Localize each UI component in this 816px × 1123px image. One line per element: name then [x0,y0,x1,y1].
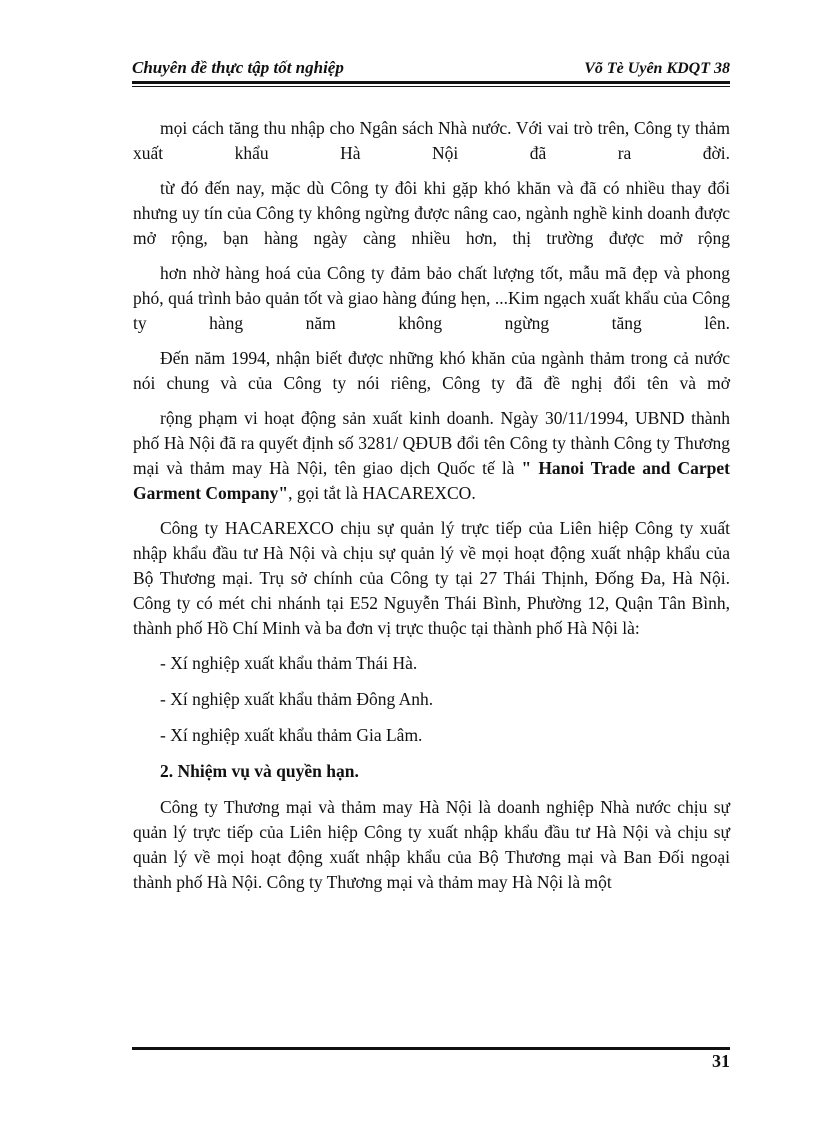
paragraph-4: Đến năm 1994, nhận biết được những khó khăn của ngành thảm trong cả nước nói chung và của Công ty nói riêng, Công ty đã đề nghị đổi tên và mở [133,348,730,393]
paragraph-1: mọi cách tăng thu nhập cho Ngân sách Nhà nước. Với vai trò trên, Công ty thảm xuất khẩu Hà Nội đã ra đời. [133,118,730,163]
paragraph-5 [133,406,730,506]
paragraph-5-text: rộng phạm vi hoạt động sản xuất kinh doanh. Ngày 30/11/1994, UBND thành phố Hà Nội đã ra quyết định số 3281/ QĐUB đổi tên Công ty thành Công ty Thương mại và thảm may Hà Nội, tên giao dịch Quốc tế là [133,408,730,478]
trade-name: " Hanoi Trade and Carpet Garment Company" [133,458,730,503]
header-rule [132,81,730,84]
header-rule-thin [132,86,730,87]
header-author: Võ Tè Uyên KDQT 38 [584,60,730,77]
page-body [133,116,730,905]
header-title: Chuyên đề thực tập tốt nghiệp [132,58,344,77]
paragraph-7: Công ty Thương mại và thảm may Hà Nội là doanh nghiệp Nhà nước chịu sự quản lý trực tiếp của Liên hiệp Công ty xuất nhập khẩu đầu tư Hà Nội và chịu sự quản lý về mọi hoạt động xuất nhập khẩu của Bộ Thương mại và Ban Đối ngoại thành phố Hà Nội. Công ty Thương mại và thảm may Hà Nội là một [133,797,730,892]
list-item: - Xí nghiệp xuất khẩu thảm Gia Lâm. [160,725,423,745]
footer-rule [132,1047,730,1050]
paragraph-2: từ đó đến nay, mặc dù Công ty đôi khi gặp khó khăn và đã có nhiều thay đổi nhưng uy tín của Công ty không ngừng được nâng cao, ngành nghề kinh doanh được mở rộng, bạn hàng ngày càng nhiều hơn, thị trường được mở rộng [133,178,730,248]
paragraph-5-tail: , gọi tắt là HACAREXCO. [288,483,476,503]
list-item: - Xí nghiệp xuất khẩu thảm Thái Hà. [160,653,418,673]
paragraph-3: hơn nhờ hàng hoá của Công ty đảm bảo chất lượng tốt, mẫu mã đẹp và phong phó, quá trình bảo quản tốt và giao hàng đúng hẹn, ...Kim ngạch xuất khẩu của Công ty hàng năm không ngừng tăng lên. [133,263,730,333]
paragraph-6: Công ty HACAREXCO chịu sự quản lý trực tiếp của Liên hiệp Công ty xuất nhập khẩu đầu tư Hà Nội và chịu sự quản lý về mọi hoạt động xuất nhập khẩu của Bộ Thương mại. Trụ sở chính của Công ty tại 27 Thái Thịnh, Đống Đa, Hà Nội. Công ty có mét chi nhánh tại E52 Nguyễn Thái Bình, Phường 12, Quận Tân Bình, thành phố Hồ Chí Minh và ba đơn vị trực thuộc tại thành phố Hà Nội là: [133,518,730,638]
list-item: - Xí nghiệp xuất khẩu thảm Đông Anh. [160,689,434,709]
page-header [132,50,730,78]
page-number: 31 [712,1051,730,1071]
section-heading: 2. Nhiệm vụ và quyền hạn. [160,761,359,781]
